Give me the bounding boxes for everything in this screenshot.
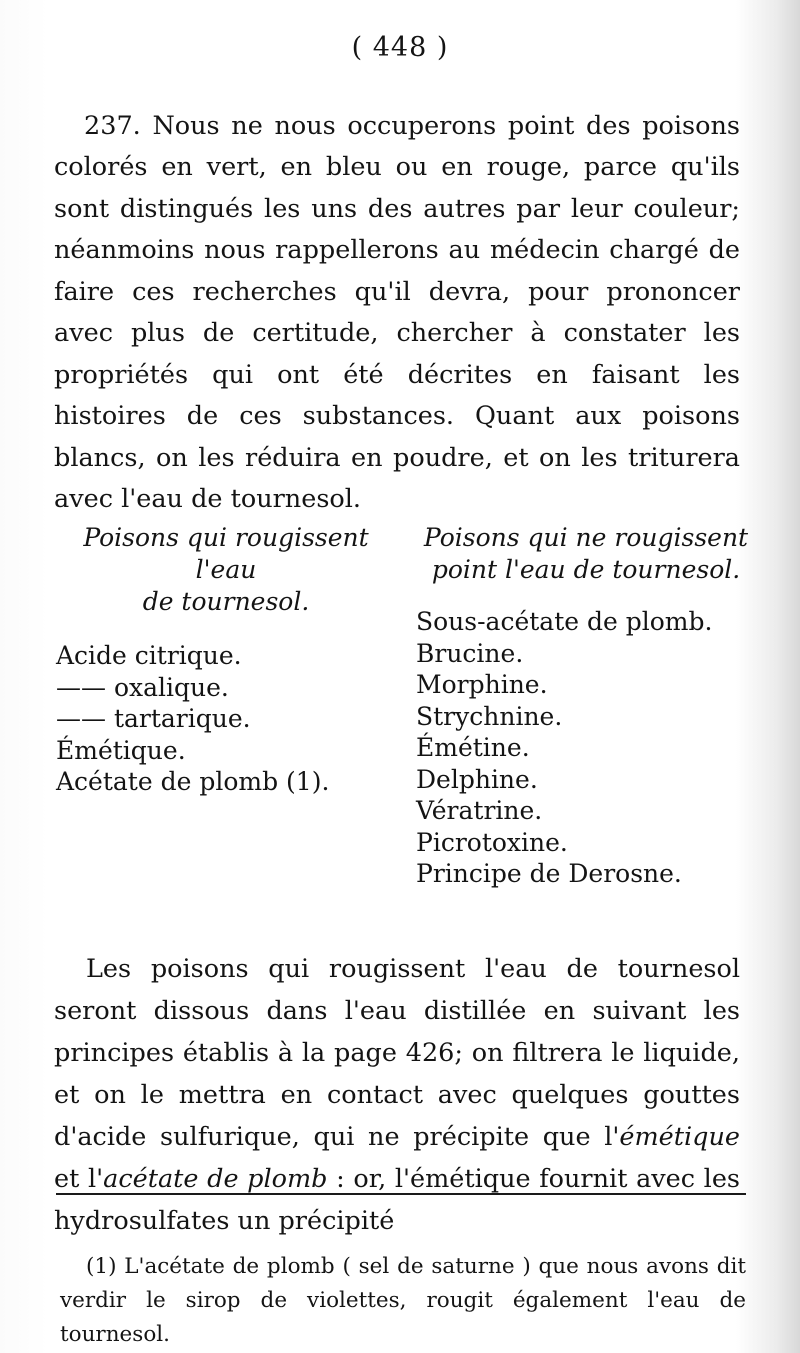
list-item: —— tartarique. — [56, 704, 251, 733]
emphasis-emetique: émétique — [619, 1121, 740, 1152]
list-item: Picrotoxine. — [416, 827, 568, 857]
footnote: (1) L'acétate de plomb ( sel de saturne ) que nous avons dit verdir le sirop de violettes, rougit également l'eau de tournesol. — [60, 1253, 746, 1347]
paragraph-237: 237. Nous ne nous occuperons point des poisons colorés en vert, en bleu ou en rouge, parce qu'ils sont distingués les uns des autres par leur couleur; néanmoins nous rappellerons au médecin chargé de faire ces recherches qu'il devra, pour prononcer avec plus de certitude, chercher à constater les propriétés qui ont été décrites en faisant les histoires de ces substances. Quant aux poisons blancs, on les réduira en poudre, et on les triturera avec l'eau de tournesol. — [54, 110, 740, 514]
column-heading-line: Poisons qui ne rougissent — [423, 523, 749, 552]
list-item: Émétine. — [416, 733, 530, 762]
list-item: Strychnine. — [416, 701, 563, 731]
column-heading-line: Poisons qui rougissent l'eau — [83, 523, 369, 584]
column-heading-line: point l'eau de tournesol. — [431, 555, 741, 584]
list-item: Delphine. — [416, 764, 538, 794]
column-heading-reddening — [56, 522, 396, 618]
list-item: Principe de Derosne. — [416, 859, 682, 888]
page-number: ( 448 ) — [351, 32, 449, 63]
list-item: —— oxalique. — [56, 672, 229, 702]
emphasis-acetate-de-plomb: acétate de plomb — [103, 1163, 328, 1194]
list-item: Morphine. — [416, 670, 548, 699]
list-item: Acide citrique. — [56, 641, 242, 670]
column-heading-not-reddening — [416, 522, 756, 586]
list-item: Émétique. — [56, 735, 186, 765]
list-item: Acétate de plomb (1). — [56, 767, 330, 796]
poison-list-reddening — [56, 640, 396, 798]
paragraph-dissolution — [54, 948, 740, 1242]
poison-list-not-reddening — [416, 606, 756, 890]
footnote-divider — [56, 1193, 746, 1195]
list-item: Sous-acétate de plomb. — [416, 607, 713, 636]
list-item: Brucine. — [416, 638, 524, 668]
column-poisons-not-reddening — [416, 522, 756, 890]
paragraph-text: : or, l'émétique fournit avec les hydrosulfates un précipité — [54, 1163, 741, 1236]
column-poisons-reddening — [56, 522, 396, 798]
list-item: Vératrine. — [416, 796, 543, 825]
column-heading-line: de tournesol. — [142, 587, 310, 616]
paragraph-text: et l' — [54, 1163, 104, 1194]
paragraph-text: Les poisons qui rougissent l'eau de tournesol seront dissous dans l'eau distillée en suivant les principes établis à la page 426; on filtrera le liquide, et on le mettra en contact avec quelques gouttes d'acide sulfurique, qui ne précipite que l' — [54, 953, 740, 1152]
